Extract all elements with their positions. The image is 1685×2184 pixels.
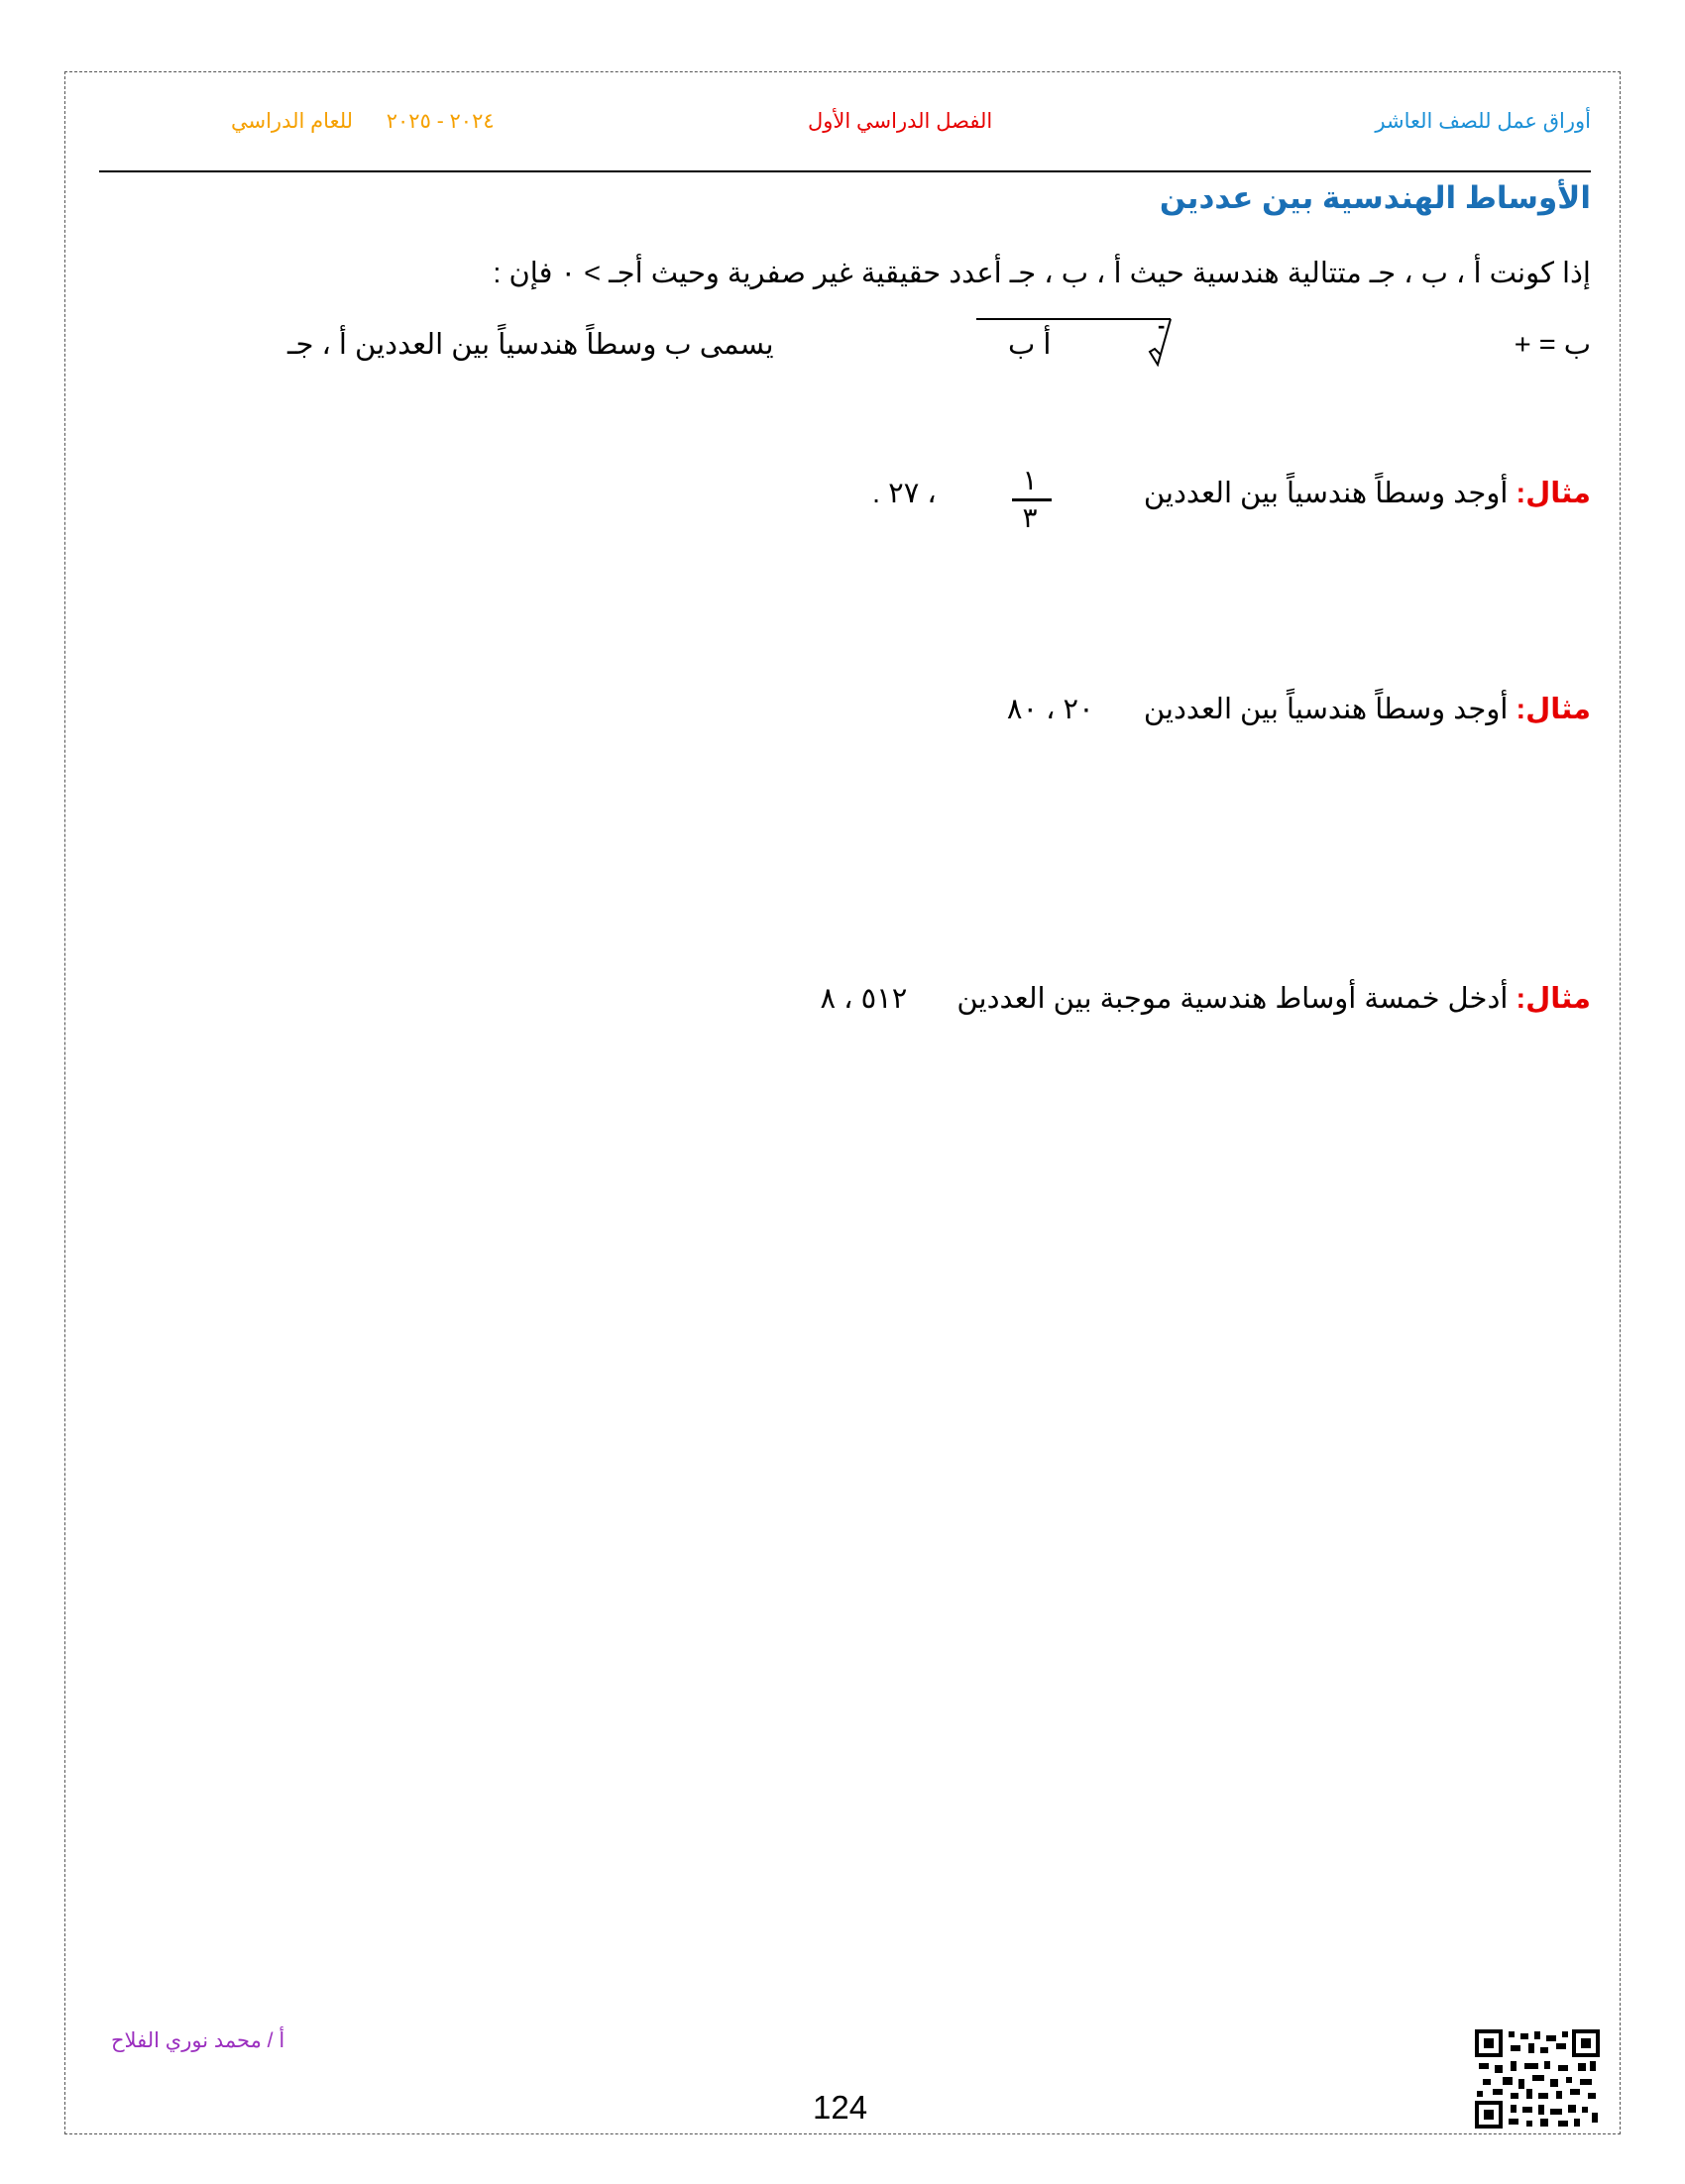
example-label: مثال: bbox=[1516, 478, 1591, 509]
formula-radicand: أ ب bbox=[1008, 329, 1052, 361]
fraction-one-third bbox=[1004, 464, 1056, 543]
example-text: أوجد وسطاً هندسياً بين العددين bbox=[1143, 694, 1509, 725]
header-year-value: ٢٠٢٤ - ٢٠٢٥ bbox=[386, 110, 495, 133]
qr-code-icon bbox=[1475, 2029, 1600, 2129]
header-year bbox=[231, 109, 495, 134]
fraction-numerator: ١ bbox=[1022, 465, 1038, 495]
section-title: الأوساط الهندسية بين عددين bbox=[1159, 180, 1591, 215]
header-year-label: للعام الدراسي bbox=[231, 110, 354, 133]
header-subject: أوراق عمل للصف العاشر bbox=[1375, 110, 1591, 133]
example-label: مثال: bbox=[1516, 983, 1591, 1015]
example-3 bbox=[821, 981, 1592, 1016]
author-name: أ / محمد نوري الفلاح bbox=[111, 2029, 285, 2052]
radical-icon bbox=[976, 315, 1175, 367]
formula-lhs: ب = + bbox=[1514, 329, 1591, 361]
page-border bbox=[64, 71, 1621, 2134]
square-root bbox=[976, 315, 1175, 367]
example-text: أدخل خمسة أوساط هندسية موجبة بين العددين bbox=[956, 983, 1509, 1015]
example-2-tail: ٢٠ ، ٨٠ bbox=[1006, 694, 1094, 725]
header-divider bbox=[99, 170, 1591, 172]
example-text: أوجد وسطاً هندسياً بين العددين bbox=[1143, 478, 1509, 509]
example-3-tail: ٥١٢ ، ٨ bbox=[820, 983, 908, 1015]
formula-note: يسمى ب وسطاً هندسياً بين العددين أ ، جـ bbox=[287, 329, 774, 361]
page-number: 124 bbox=[813, 2089, 868, 2126]
example-1-tail: ، ٢٧ . bbox=[872, 478, 937, 509]
example-label: مثال: bbox=[1516, 694, 1591, 725]
formula-sign: - bbox=[1158, 313, 1166, 338]
fraction-denominator: ٣ bbox=[1022, 502, 1038, 533]
example-1 bbox=[1144, 476, 1591, 510]
intro-text: إذا كونت أ ، ب ، جـ متتالية هندسية حيث أ ، ب ، جـ أعدد حقيقية غير صفرية وحيث أجـ > ٠ فإن : bbox=[493, 258, 1591, 289]
example-2 bbox=[1007, 692, 1591, 726]
header-semester: الفصل الدراسي الأول bbox=[808, 110, 993, 133]
